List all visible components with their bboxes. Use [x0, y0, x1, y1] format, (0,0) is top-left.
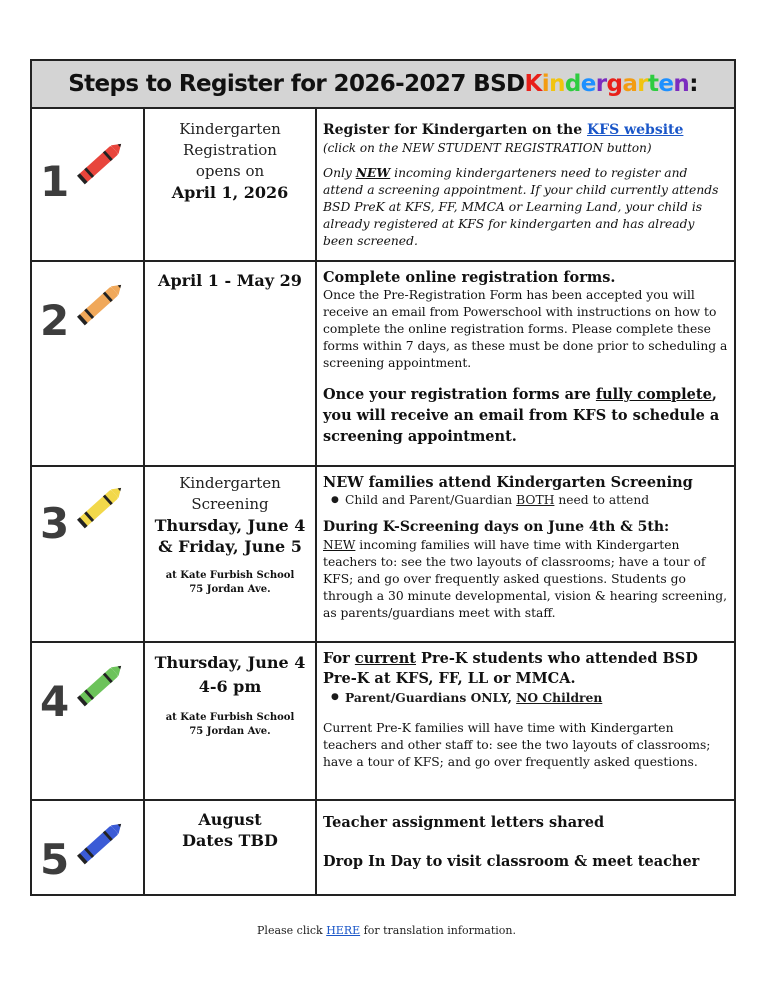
title-letter: t [648, 71, 659, 97]
date-line: Registration [183, 141, 277, 159]
step-line: Teacher assignment letters shared [323, 814, 605, 831]
step-row-1 [32, 109, 734, 262]
date-highlight: Dates TBD [182, 831, 278, 850]
step-body [323, 164, 728, 250]
title-letter: e [580, 71, 596, 97]
location-line: 75 Jordan Ave. [189, 584, 271, 595]
footer-note [0, 924, 773, 937]
orange-crayon-icon [72, 274, 130, 332]
step-row-3 [32, 467, 734, 643]
step-date-cell [145, 467, 317, 641]
date-line: Screening [191, 495, 269, 513]
title-suffix: : [689, 71, 698, 97]
date-line: Kindergarten [179, 120, 281, 138]
body-rest: incoming kindergarteners need to register and attend a screening appointment. If your child currently attends BSD PreK at KFS, FF, MMCA or Learning Land, your child is already registered at KFS for kindergarten and has already been screened. [323, 166, 719, 248]
step-number: 4 [40, 677, 70, 726]
step-row-4 [32, 643, 734, 801]
step-description-cell [317, 262, 734, 465]
step-row-2 [32, 262, 734, 467]
title-letter: i [541, 71, 550, 97]
step-date-cell [145, 801, 317, 894]
step-number-cell [32, 801, 145, 894]
location-line: at Kate Furbish School [165, 570, 295, 581]
step-number-cell [32, 262, 145, 465]
bullet-item [323, 492, 728, 509]
date-highlight: August [198, 810, 262, 829]
step-number-cell [32, 109, 145, 260]
title-letter: n [549, 71, 565, 97]
footer-post: for translation information. [360, 924, 516, 937]
step-description-cell [317, 643, 734, 799]
step-description-cell [317, 467, 734, 641]
registration-table [30, 59, 736, 896]
date-line: Kindergarten [179, 474, 281, 492]
title-letter: r [637, 71, 649, 97]
step-line: Drop In Day to visit classroom & meet teacher [323, 853, 700, 870]
blue-crayon-icon [72, 813, 130, 871]
step-callout [323, 384, 728, 447]
step-heading [323, 121, 728, 140]
step-number-cell [32, 467, 145, 641]
step-number: 2 [40, 296, 70, 345]
title-prefix: Steps to Register for 2026-2027 BSD [68, 71, 525, 97]
title-letter: a [622, 71, 638, 97]
red-crayon-icon [72, 133, 130, 191]
title-letter: r [595, 71, 607, 97]
kfs-website-link[interactable]: KFS website [586, 122, 684, 138]
title-letter: e [658, 71, 674, 97]
step-heading: Complete online registration forms. [323, 269, 616, 286]
location-line: at Kate Furbish School [165, 712, 295, 723]
title-letter: K [524, 71, 542, 97]
date-highlight: April 1 - May 29 [158, 271, 302, 290]
footer-pre: Please click [257, 924, 327, 937]
date-line: opens on [195, 162, 265, 180]
step-subheading: (click on the NEW STUDENT REGISTRATION button) [323, 141, 652, 155]
step-subheading: During K-Screening days on June 4th & 5th: [323, 519, 670, 535]
bullet-item [323, 689, 728, 706]
bullet-pre: Child and Parent/Guardian [345, 493, 517, 507]
heading-underlined: current [354, 650, 416, 667]
translation-link[interactable]: HERE [326, 924, 361, 937]
callout-pre: Once your registration forms are [323, 386, 596, 403]
step-date-cell [145, 109, 317, 260]
step-heading [323, 649, 728, 689]
bullet-pre: Parent/Guardians ONLY, [345, 690, 517, 705]
body-rest: incoming families will have time with Kindergarten teachers to: see the two layouts of classrooms; have a tour of KFS; and go over frequently asked questions. Students go through a 30 minute developmental, vision & hearing screening, as parents/guardians meet with staff. [323, 538, 728, 620]
heading-pre: For [323, 650, 355, 667]
step-number: 5 [40, 835, 70, 884]
step-description-cell [317, 109, 734, 260]
step-date-cell [145, 643, 317, 799]
step-description-cell [317, 801, 734, 894]
step-body [323, 537, 728, 622]
step-number: 3 [40, 499, 70, 548]
step-row-5 [32, 801, 734, 894]
green-crayon-icon [72, 655, 130, 713]
date-highlight: April 1, 2026 [171, 183, 289, 202]
new-emphasis: NEW [323, 538, 356, 552]
location-line: 75 Jordan Ave. [189, 726, 271, 737]
bullet-underlined: BOTH [516, 493, 555, 507]
bullet-post: need to attend [554, 493, 650, 507]
title-letter: d [564, 71, 581, 97]
yellow-crayon-icon [72, 477, 130, 535]
title-letter: n [673, 71, 690, 97]
title-kindergarten-rainbow [525, 71, 690, 97]
date-highlight: Thursday, June 4 [154, 653, 306, 672]
heading-post: Pre-K students who attended BSD Pre-K at KFS, FF, LL or MMCA. [323, 650, 698, 687]
step-date-cell [145, 262, 317, 465]
date-highlight: 4-6 pm [198, 677, 262, 696]
callout-underlined: fully complete [595, 386, 712, 403]
step-number: 1 [40, 157, 70, 206]
date-highlight: & Friday, June 5 [158, 537, 302, 556]
heading-text: Register for Kindergarten on the [323, 122, 587, 138]
new-emphasis: NEW [355, 165, 391, 180]
step-body: Once the Pre-Registration Form has been accepted you will receive an email from Powerschool with instructions on how to complete the online registration forms. Please complete these forms within 7 days, as these must be done prior to scheduling a screening appointment. [323, 288, 728, 370]
date-highlight: Thursday, June 4 [154, 516, 306, 535]
title-letter: g [606, 71, 623, 97]
step-body: Current Pre-K families will have time with Kindergarten teachers and other staff to: see the two layouts of classrooms; have a tour of KFS; and go over frequently asked questions. [323, 721, 711, 769]
bullet-underlined: NO Children [516, 690, 603, 705]
step-heading: NEW families attend Kindergarten Screening [323, 474, 693, 491]
step-number-cell [32, 643, 145, 799]
page-title [32, 61, 734, 109]
callout-post: , you will receive an email from KFS to schedule a screening appointment. [323, 386, 720, 445]
body-lead: Only [323, 166, 356, 180]
